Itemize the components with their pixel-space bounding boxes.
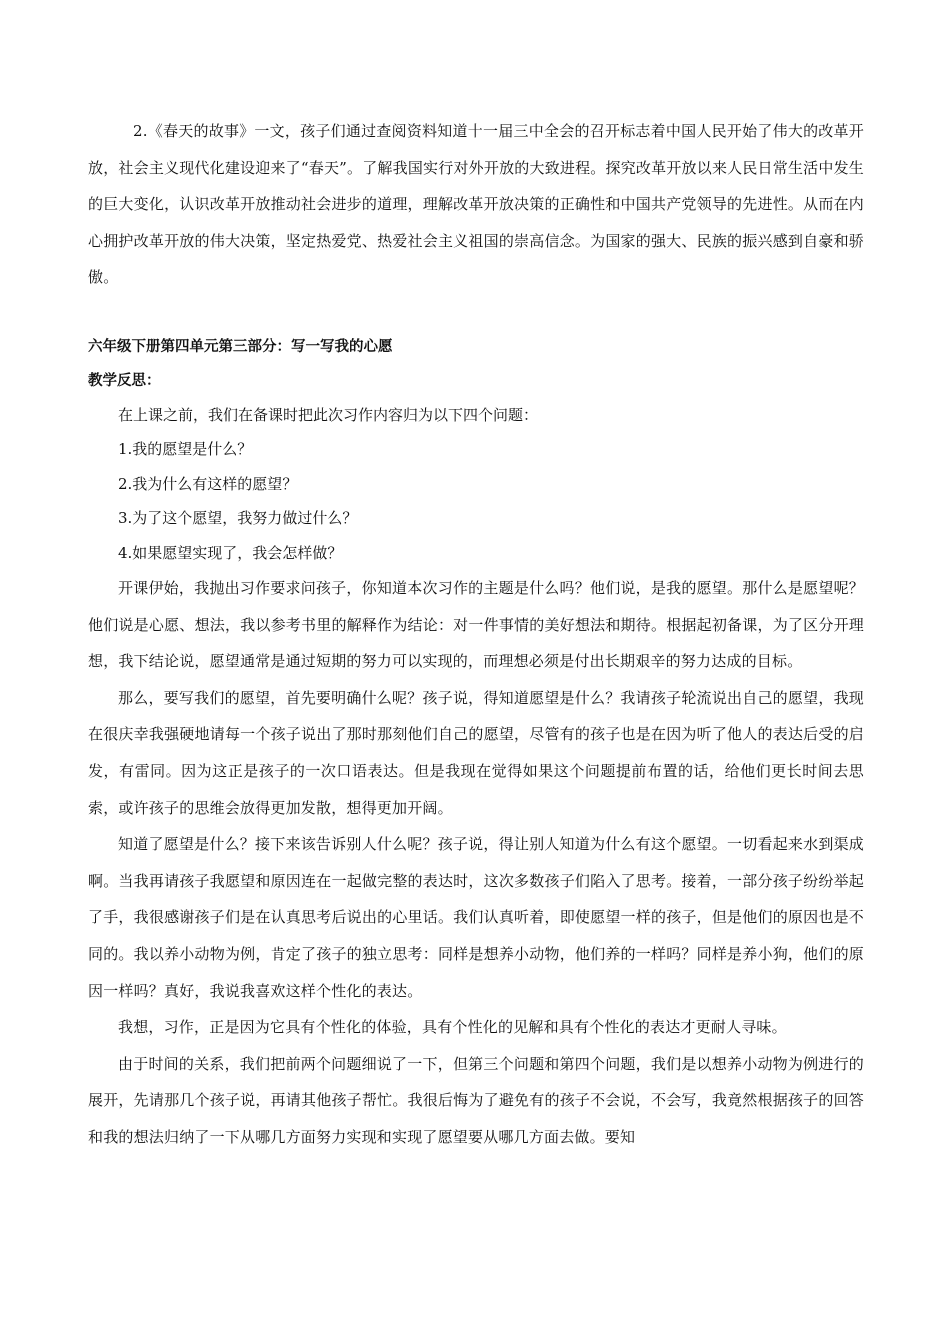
reflection-heading: 教学反思： — [88, 372, 161, 389]
body-paragraph: 我想，习作，正是因为它具有个性化的体验，具有个性化的见解和具有个性化的表达才更耐人寻味。 — [118, 1018, 787, 1037]
question-item: 1.我的愿望是什么？ — [118, 440, 253, 458]
unit-heading: 六年级下册第四单元第三部分：写一写我的心愿 — [88, 338, 393, 355]
question-item: 3.为了这个愿望，我努力做过什么？ — [118, 509, 358, 527]
paragraph-spring-story: 2.《春天的故事》一文，孩子们通过查阅资料知道十一届三中全会的召开标志着中国人民开始了伟大的改革开放，社会主义现代化建设迎来了“春天”。了解我国实行对外开放的大致进程。探究改革开放以来人民日常生活中发生的巨大变化，认识改革开放推动社会进步的道理，理解改革开放决策的正确性和中国共产党领导的先进性。从而在内心拥护改革开放的伟大决策，坚定热爱党、热爱社会主义祖国的崇高信念。为国家的强大、民族的振兴感到自豪和骄傲。 — [88, 122, 864, 286]
body-paragraph: 由于时间的关系，我们把前两个问题细说了一下，但第三个问题和第四个问题，我们是以想养小动物为例进行的展开，先请那几个孩子说，再请其他孩子帮忙。我很后悔为了避免有的孩子不会说，不会写，我竟然根据孩子的回答和我的想法归纳了一下从哪几方面努力实现和实现了愿望要从哪几方面去做。要知 — [88, 1054, 864, 1146]
body-paragraph: 开课伊始，我抛出习作要求问孩子，你知道本次习作的主题是什么吗？他们说，是我的愿望。那什么是愿望呢？他们说是心愿、想法，我以参考书里的解释作为结论：对一件事情的美好想法和期待。根据起初备课，为了区分开理想，我下结论说，愿望通常是通过短期的努力可以实现的，而理想必须是付出长期艰辛的努力达成的目标。 — [88, 579, 864, 671]
body-paragraph: 知道了愿望是什么？接下来该告诉别人什么呢？孩子说，得让别人知道为什么有这个愿望。一切看起来水到渠成啊。当我再请孩子我愿望和原因连在一起做完整的表达时，这次多数孩子们陷入了思考。接着，一部分孩子纷纷举起了手，我很感谢孩子们是在认真思考后说出的心里话。我们认真听着，即使愿望一样的孩子，但是他们的原因也是不同的。我以养小动物为例，肯定了孩子的独立思考：同样是想养小动物，他们养的一样吗？同样是养小狗，他们的原因一样吗？真好，我说我喜欢这样个性化的表达。 — [88, 835, 864, 1000]
body-paragraph: 那么，要写我们的愿望，首先要明确什么呢？孩子说，得知道愿望是什么？我请孩子轮流说出自己的愿望，我现在很庆幸我强硬地请每一个孩子说出了那时那刻他们自己的愿望，尽管有的孩子也是在因为听了他人的表达后受的启发，有雷同。因为这正是孩子的一次口语表达。但是我现在觉得如果这个问题提前布置的话，给他们更长时间去思索，或许孩子的思维会放得更加发散，想得更加开阔。 — [88, 688, 864, 817]
question-item: 2.我为什么有这样的愿望？ — [118, 474, 298, 493]
question-item: 4.如果愿望实现了，我会怎样做？ — [118, 543, 343, 562]
document-content — [88, 113, 864, 1156]
intro-text: 在上课之前，我们在备课时把此次习作内容归为以下四个问题： — [118, 405, 539, 424]
